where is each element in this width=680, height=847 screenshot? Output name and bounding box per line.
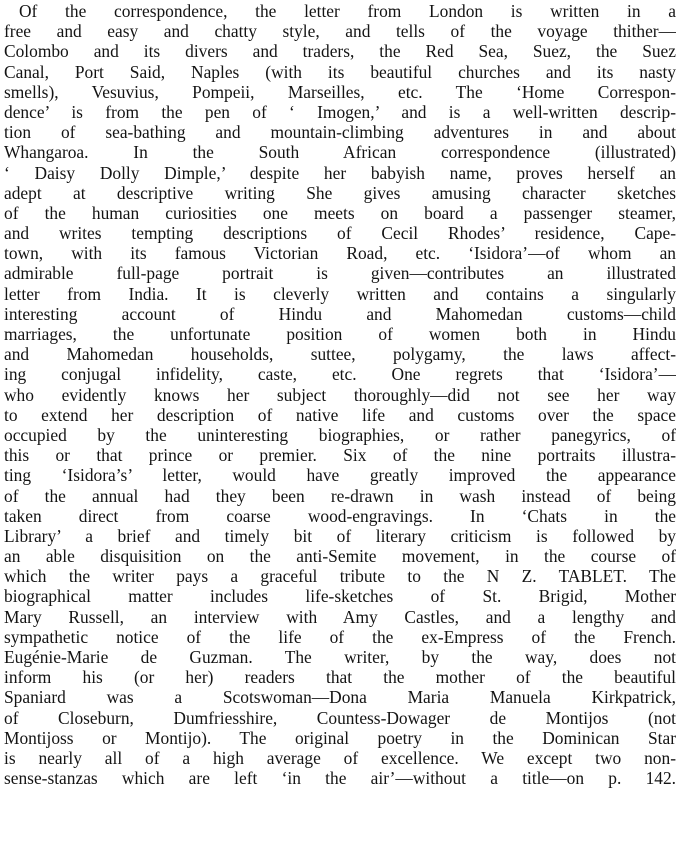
text-line: sense-stanzas which are left ‘in the air’—without a title—on p. 142. (4, 768, 676, 789)
text-line: dence’ is from the pen of ‘ Imogen,’ and is a well-written descrip- (4, 101, 676, 122)
text-line: Spaniard was a Scotswoman—Dona Maria Manuela Kirkpatrick, (4, 687, 676, 708)
text-line: smells), Vesuvius, Pompeii, Marseilles, etc. The ‘Home Correspon- (4, 81, 676, 102)
text-line: which the writer pays a graceful tribute to the N Z. TABLET. The (4, 566, 676, 587)
text-line: this or that prince or premier. Six of the nine portraits illustra- (4, 445, 676, 466)
text-line: ‘ Daisy Dolly Dimple,’ despite her babyish name, proves herself an (4, 162, 676, 183)
text-line: Library’ a brief and timely bit of literary criticism is followed by (4, 525, 676, 546)
text-line: of the annual had they been re-drawn in wash instead of being (4, 485, 676, 506)
text-line: interesting account of Hindu and Mahomedan customs—child (4, 303, 676, 324)
text-line: of Closeburn, Dumfriesshire, Countess-Dowager de Montijos (not (4, 707, 676, 728)
text-line: town, with its famous Victorian Road, etc. ‘Isidora’—of whom an (4, 243, 676, 264)
text-line: biographical matter includes life-sketches of St. Brigid, Mother (4, 586, 676, 607)
text-line: Eugénie-Marie de Guzman. The writer, by the way, does not (4, 647, 676, 667)
text-line: tion of sea-bathing and mountain-climbing adventures in and about (4, 122, 676, 143)
text-line: ting ‘Isidora’s’ letter, would have greatly improved the appearance (4, 465, 676, 486)
text-line: who evidently knows her subject thoroughly—did not see her way (4, 384, 676, 405)
text-line: and Mahomedan households, suttee, polygamy, the laws affect- (4, 344, 676, 365)
text-line: an able disquisition on the anti-Semite movement, in the course of (4, 546, 676, 567)
text-line: taken direct from coarse wood-engravings. In ‘Chats in the (4, 505, 676, 526)
text-line: is nearly all of a high average of excellence. We except two non- (4, 747, 676, 768)
text-line: sympathetic notice of the life of the ex-Empress of the French. (4, 626, 676, 647)
text-line: occupied by the uninteresting biographies, or rather panegyrics, of (4, 424, 676, 445)
text-line: Whangaroa. In the South African correspondence (illustrated) (4, 142, 676, 163)
text-line: adept at descriptive writing She gives amusing character sketches (4, 182, 676, 203)
text-line: and writes tempting descriptions of Cecil Rhodes’ residence, Cape- (4, 223, 676, 244)
text-line: admirable full-page portrait is given—contributes an illustrated (4, 263, 676, 284)
text-line: to extend her description of native life and customs over the space (4, 404, 676, 425)
text-line: of the human curiosities one meets on board a passenger steamer, (4, 202, 676, 223)
text-line: inform his (or her) readers that the mother of the beautiful (4, 667, 676, 688)
text-line: ing conjugal infidelity, caste, etc. One regrets that ‘Isidora’— (4, 364, 676, 385)
text-line: Montijoss or Montijo). The original poetry in the Dominican Star (4, 727, 676, 748)
text-line: free and easy and chatty style, and tells of the voyage thither— (4, 21, 676, 42)
text-line: marriages, the unfortunate position of women both in Hindu (4, 324, 676, 344)
text-line: letter from India. It is cleverly written and contains a singularly (4, 283, 676, 304)
text-line: Mary Russell, an interview with Amy Castles, and a lengthy and (4, 606, 676, 627)
text-line: Colombo and its divers and traders, the Red Sea, Suez, the Suez (4, 41, 676, 62)
text-line: Canal, Port Said, Naples (with its beautiful churches and its nasty (4, 61, 676, 82)
text-line: Of the correspondence, the letter from London is written in a (19, 1, 676, 21)
